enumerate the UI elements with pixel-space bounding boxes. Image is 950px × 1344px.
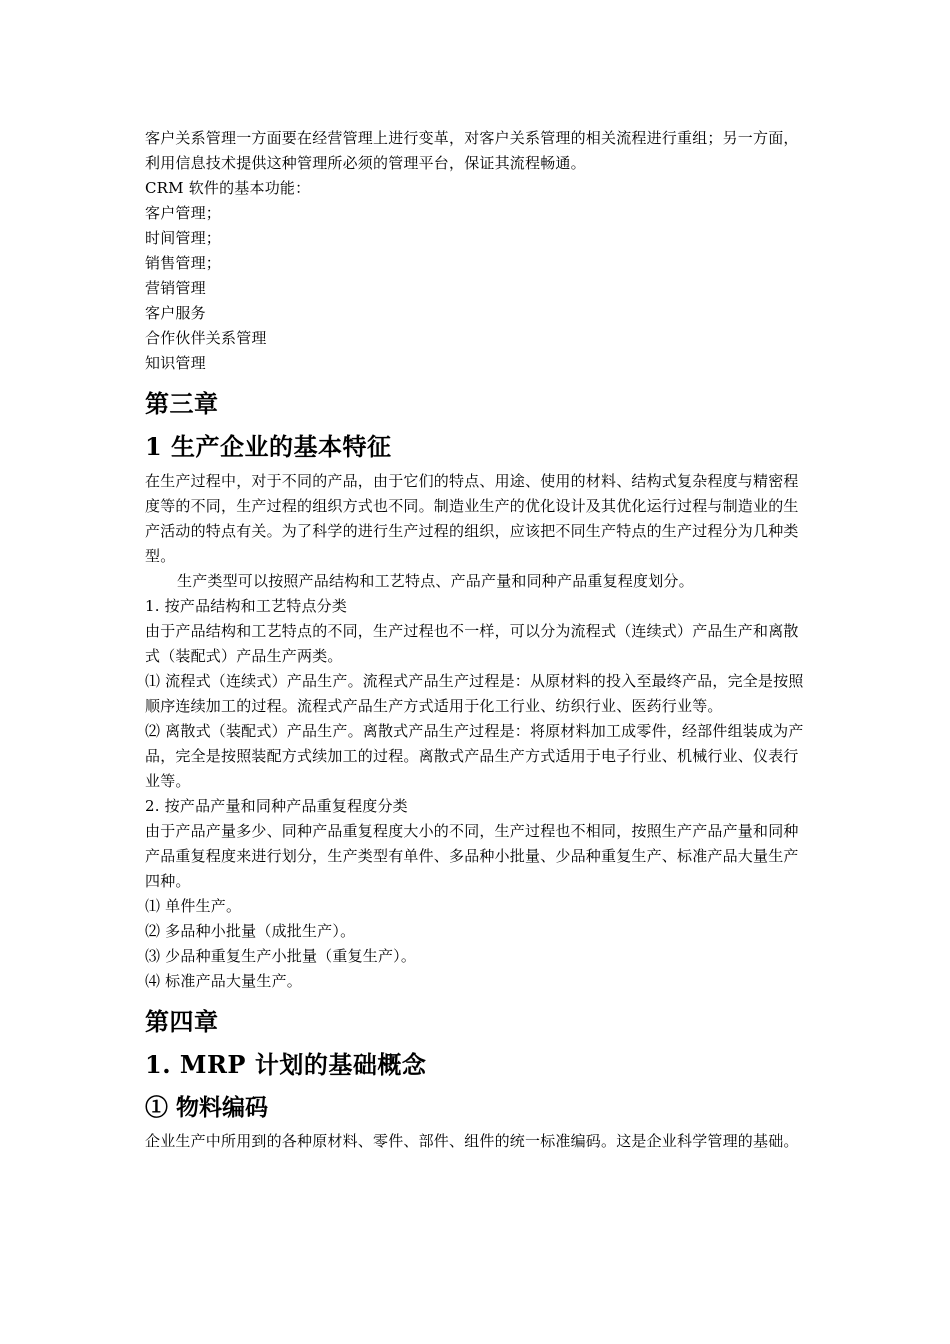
production-intro-paragraph: 在生产过程中，对于不同的产品，由于它们的特点、用途、使用的材料、结构式复杂程度与精密程度等的不同，生产过程的组织方式也不同。制造业生产的优化设计及其优化运行过程与制造业的生产活动的特点有关。为了科学的进行生产过程的组织，应该把不同生产特点的生产过程分为几种类型。 <box>145 472 799 565</box>
document-page <box>145 126 810 1154</box>
crm-intro-paragraph: 客户关系管理一方面要在经营管理上进行变革，对客户关系管理的相关流程进行重组；另一方面，利用信息技术提供这种管理所必须的管理平台，保证其流程畅通。 <box>145 129 799 172</box>
crm-function-item: 合作伙伴关系管理 <box>145 329 267 347</box>
classification-1-item-2: ⑵ 离散式（装配式）产品生产。离散式产品生产过程是：将原材料加工成零件，经部件组装成为产品，完全是按照装配方式续加工的过程。离散式产品生产方式适用于电子行业、机械行业、仪表行业等。 <box>145 722 804 790</box>
classification-1-paragraph: 由于产品结构和工艺特点的不同，生产过程也不一样，可以分为流程式（连续式）产品生产和离散式（装配式）产品生产两类。 <box>145 622 799 665</box>
chapter-4-subsection-title: ① 物料编码 <box>145 1094 269 1121</box>
classification-2-title: 2. 按产品产量和同种产品重复程度分类 <box>145 797 408 815</box>
chapter-3-title: 第三章 <box>145 390 219 418</box>
crm-function-item: 客户管理； <box>145 204 222 222</box>
classification-2-item: ⑵ 多品种小批量（成批生产）。 <box>145 922 356 940</box>
crm-function-item: 知识管理 <box>145 354 206 372</box>
crm-functions-heading: CRM 软件的基本功能： <box>145 179 311 197</box>
classification-2-item: ⑶ 少品种重复生产小批量（重复生产）。 <box>145 947 417 965</box>
crm-function-item: 客户服务 <box>145 304 206 322</box>
crm-function-item: 销售管理； <box>145 254 222 272</box>
chapter-3-section-title: 1 生产企业的基本特征 <box>145 432 392 461</box>
material-coding-paragraph: 企业生产中所用到的各种原材料、零件、部件、组件的统一标准编码。这是企业科学管理的基础。 <box>145 1132 799 1150</box>
crm-function-item: 营销管理 <box>145 279 206 297</box>
classification-2-paragraph: 由于产品产量多少、同种产品重复程度大小的不同，生产过程也不相同，按照生产产品产量和同种产品重复程度来进行划分，生产类型有单件、多品种小批量、少品种重复生产、标准产品大量生产四种。 <box>145 822 799 890</box>
chapter-4-title: 第四章 <box>145 1008 219 1036</box>
production-types-paragraph: 生产类型可以按照产品结构和工艺特点、产品产量和同种产品重复程度划分。 <box>177 572 694 590</box>
crm-function-item: 时间管理； <box>145 229 222 247</box>
classification-1-title: 1. 按产品结构和工艺特点分类 <box>145 597 348 615</box>
classification-2-item: ⑴ 单件生产。 <box>145 897 242 915</box>
classification-2-item: ⑷ 标准产品大量生产。 <box>145 972 302 990</box>
chapter-4-section-title: 1. MRP 计划的基础概念 <box>145 1050 427 1079</box>
classification-1-item-1: ⑴ 流程式（连续式）产品生产。流程式产品生产过程是：从原材料的投入至最终产品，完全是按照顺序连续加工的过程。流程式产品生产方式适用于化工行业、纺织行业、医药行业等。 <box>145 672 804 715</box>
